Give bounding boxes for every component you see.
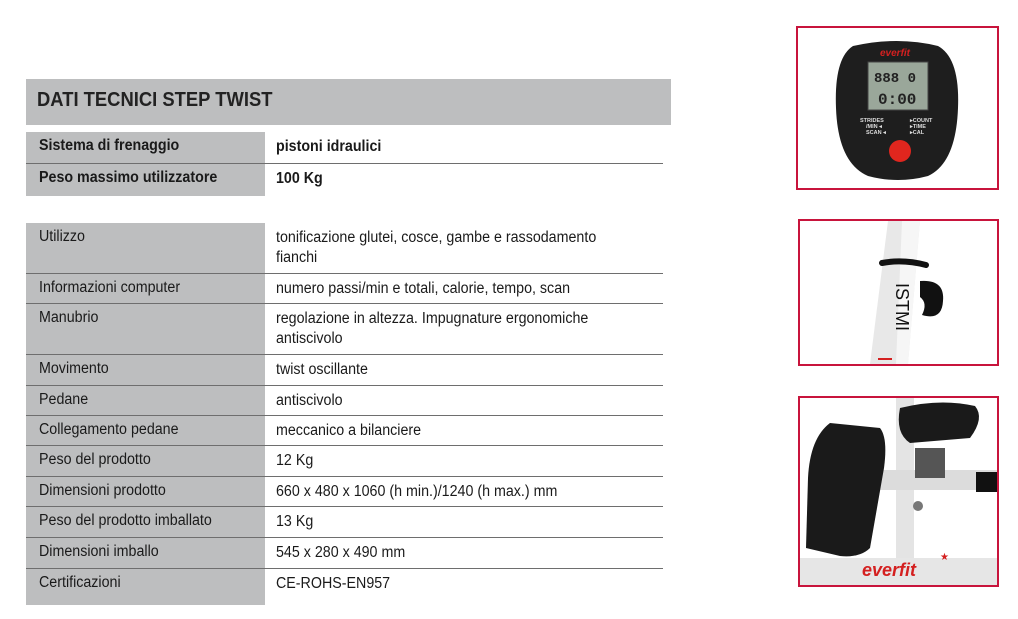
row-label: Collegamento pedane — [39, 421, 179, 438]
svg-text:ISTMI: ISTMI — [892, 283, 912, 331]
row-label: Dimensioni imballo — [39, 543, 159, 560]
table-row — [26, 538, 663, 569]
row-label: Peso del prodotto imballato — [39, 512, 212, 529]
table-row — [26, 274, 663, 304]
svg-text:SCAN ◂: SCAN ◂ — [866, 130, 886, 136]
handlebar-photo — [798, 219, 999, 366]
spec-title: DATI TECNICI STEP TWIST — [37, 89, 273, 111]
row-label: Manubrio — [39, 309, 99, 326]
table-row — [26, 477, 663, 507]
svg-text:everfit: everfit — [862, 560, 917, 580]
row-value: numero passi/min e totali, calorie, tempo, scan — [276, 280, 571, 297]
computer-console-icon — [798, 28, 997, 188]
row-label: Dimensioni prodotto — [39, 482, 166, 499]
handlebar-tube-icon — [800, 221, 997, 364]
table-row — [26, 507, 663, 538]
table-row — [26, 569, 663, 599]
table-row — [26, 223, 663, 274]
computer-photo — [796, 26, 999, 190]
row-value: 100 Kg — [276, 170, 323, 187]
row-label: Informazioni computer — [39, 279, 181, 296]
svg-text:▸TIME: ▸TIME — [910, 124, 926, 130]
row-value: pistoni idraulici — [276, 138, 382, 155]
svg-text:STRIDES: STRIDES — [860, 118, 884, 124]
row-value: antiscivolo — [276, 392, 343, 409]
row-label: Pedane — [39, 391, 89, 408]
row-label: Peso del prodotto — [39, 451, 151, 468]
svg-text:everfit: everfit — [880, 48, 911, 59]
svg-text:/MIN ◂: /MIN ◂ — [866, 124, 882, 130]
table-row — [26, 386, 663, 416]
svg-text:0:00: 0:00 — [878, 91, 917, 109]
row-value: twist oscillante — [276, 361, 368, 378]
summary-table — [26, 132, 663, 196]
table-row — [26, 164, 663, 196]
svg-text:▸COUNT: ▸COUNT — [910, 118, 933, 124]
svg-text:▸CAL: ▸CAL — [910, 130, 925, 136]
spec-table — [26, 223, 663, 599]
row-value: tonificazione glutei, cosce, gambe e rassodamento fianchi — [276, 229, 597, 266]
table-row — [26, 355, 663, 386]
pedals-photo — [798, 396, 999, 587]
spec-title-bar — [26, 79, 671, 125]
table-row — [26, 446, 663, 477]
row-value: 12 Kg — [276, 452, 314, 469]
table-row — [26, 304, 663, 355]
row-value: 660 x 480 x 1060 (h min.)/1240 (h max.) mm — [276, 483, 558, 500]
row-value: 545 x 280 x 490 mm — [276, 544, 406, 561]
stepper-pedals-icon — [800, 398, 997, 585]
row-value: regolazione in altezza. Impugnature ergonomiche antiscivolo — [276, 310, 589, 347]
row-value: CE-ROHS-EN957 — [276, 575, 391, 592]
table-row — [26, 132, 663, 164]
row-label: Movimento — [39, 360, 109, 377]
table-row — [26, 416, 663, 446]
row-value: meccanico a bilanciere — [276, 422, 422, 439]
row-label: Certificazioni — [39, 574, 121, 591]
row-label: Utilizzo — [39, 228, 85, 245]
svg-text:888 0: 888 0 — [874, 71, 917, 87]
svg-text:★: ★ — [940, 552, 949, 563]
row-value: 13 Kg — [276, 513, 314, 530]
row-label: Sistema di frenaggio — [39, 137, 180, 154]
row-label: Peso massimo utilizzatore — [39, 169, 218, 186]
